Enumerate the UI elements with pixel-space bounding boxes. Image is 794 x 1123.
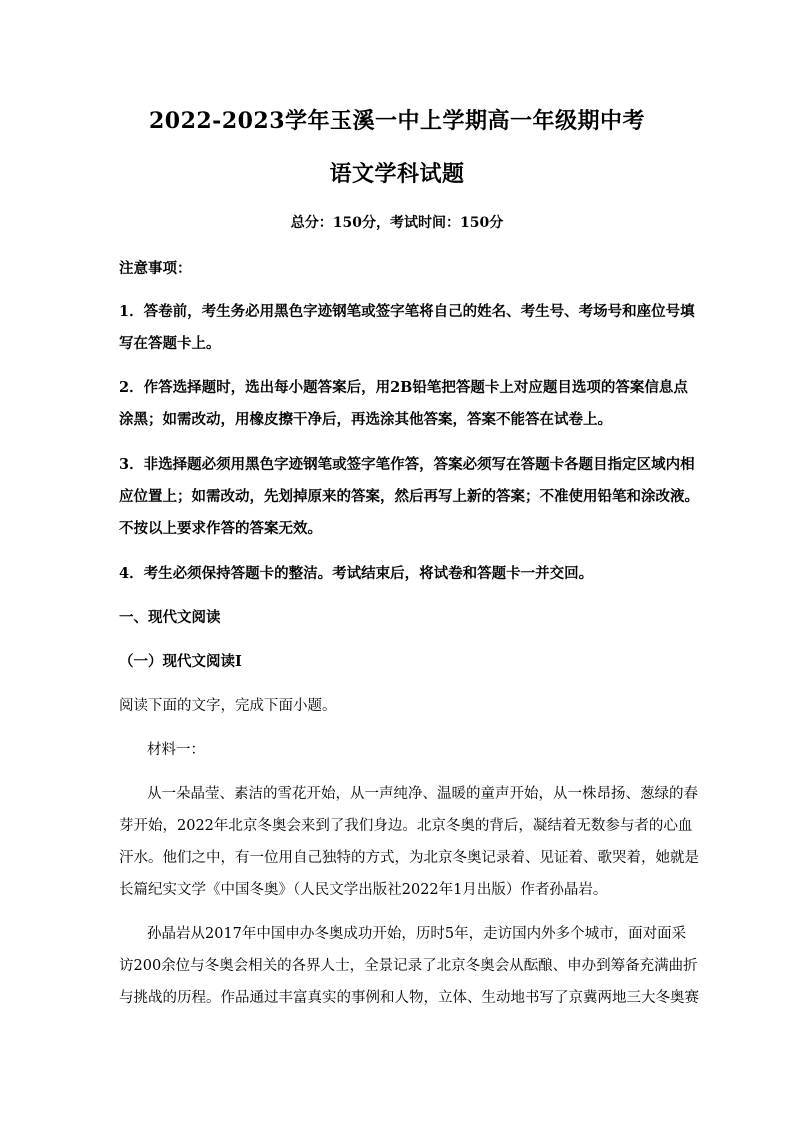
- score-time-info: 总分：150分，考试时间：150分: [290, 215, 504, 231]
- exam-subject-title: 语文学科试题: [329, 161, 465, 187]
- paragraph-2-line-2: 访200余位与冬奥会相关的各界人士，全景记录了北京冬奥会从酝酿、申办到筹备充满曲折: [119, 958, 698, 974]
- notice-item-3-line-1: 3．非选择题必须用黑色字迹钢笔或签字笔作答，答案必须写在答题卡各题目指定区域内相: [119, 456, 695, 473]
- paragraph-2-line-3: 与挑战的历程。作品通过丰富真实的事例和人物，立体、生动地书写了京冀两地三大冬奥赛: [119, 990, 699, 1006]
- notice-item-2-line-2: 涂黑；如需改动，用橡皮擦干净后，再选涂其他答案，答案不能答在试卷上。: [119, 411, 612, 428]
- paragraph-1-line-3: 汗水。他们之中，有一位用自己独特的方式，为北京冬奥记录着、见证着、歌哭着，她就是: [119, 850, 699, 866]
- material-label: 材料一：: [147, 742, 205, 758]
- notice-item-3-line-3: 不按以上要求作答的答案无效。: [119, 520, 322, 537]
- paragraph-1-line-4: 长篇纪实文学《中国冬奥》（人民文学出版社2022年1月出版）作者孙晶岩。: [119, 882, 608, 898]
- paragraph-1-line-1: 从一朵晶莹、素洁的雪花开始，从一声纯净、温暖的童声开始，从一株昂扬、葱绿的春: [147, 786, 698, 802]
- reading-instruction: 阅读下面的文字，完成下面小题。: [119, 698, 337, 714]
- exam-title: 2022-2023学年玉溪一中上学期高一年级期中考: [148, 108, 646, 134]
- paragraph-2-line-1: 孙晶岩从2017年中国申办冬奥成功开始，历时5年，走访国内外多个城市，面对面采: [147, 926, 687, 942]
- notice-heading: 注意事项：: [119, 260, 192, 277]
- notice-item-2-line-1: 2．作答选择题时，选出每小题答案后，用2B铅笔把答题卡上对应题目选项的答案信息点: [119, 379, 688, 396]
- section-subheading: （一）现代文阅读Ⅰ: [119, 653, 242, 670]
- notice-item-4-line-1: 4．考生必须保持答题卡的整洁。考试结束后，将试卷和答题卡一并交回。: [119, 565, 594, 582]
- notice-item-1-line-1: 1．答卷前，考生务必用黑色字迹钢笔或签字笔将自己的姓名、考生号、考场号和座位号填: [119, 303, 695, 320]
- notice-item-1-line-2: 写在答题卡上。: [119, 335, 221, 352]
- paragraph-1-line-2: 芽开始，2022年北京冬奥会来到了我们身边。北京冬奥的背后，凝结着无数参与者的心血: [119, 818, 693, 834]
- notice-item-3-line-2: 应位置上；如需改动，先划掉原来的答案，然后再写上新的答案；不准使用铅笔和涂改液。: [119, 488, 699, 505]
- section-heading: 一、现代文阅读: [119, 609, 221, 626]
